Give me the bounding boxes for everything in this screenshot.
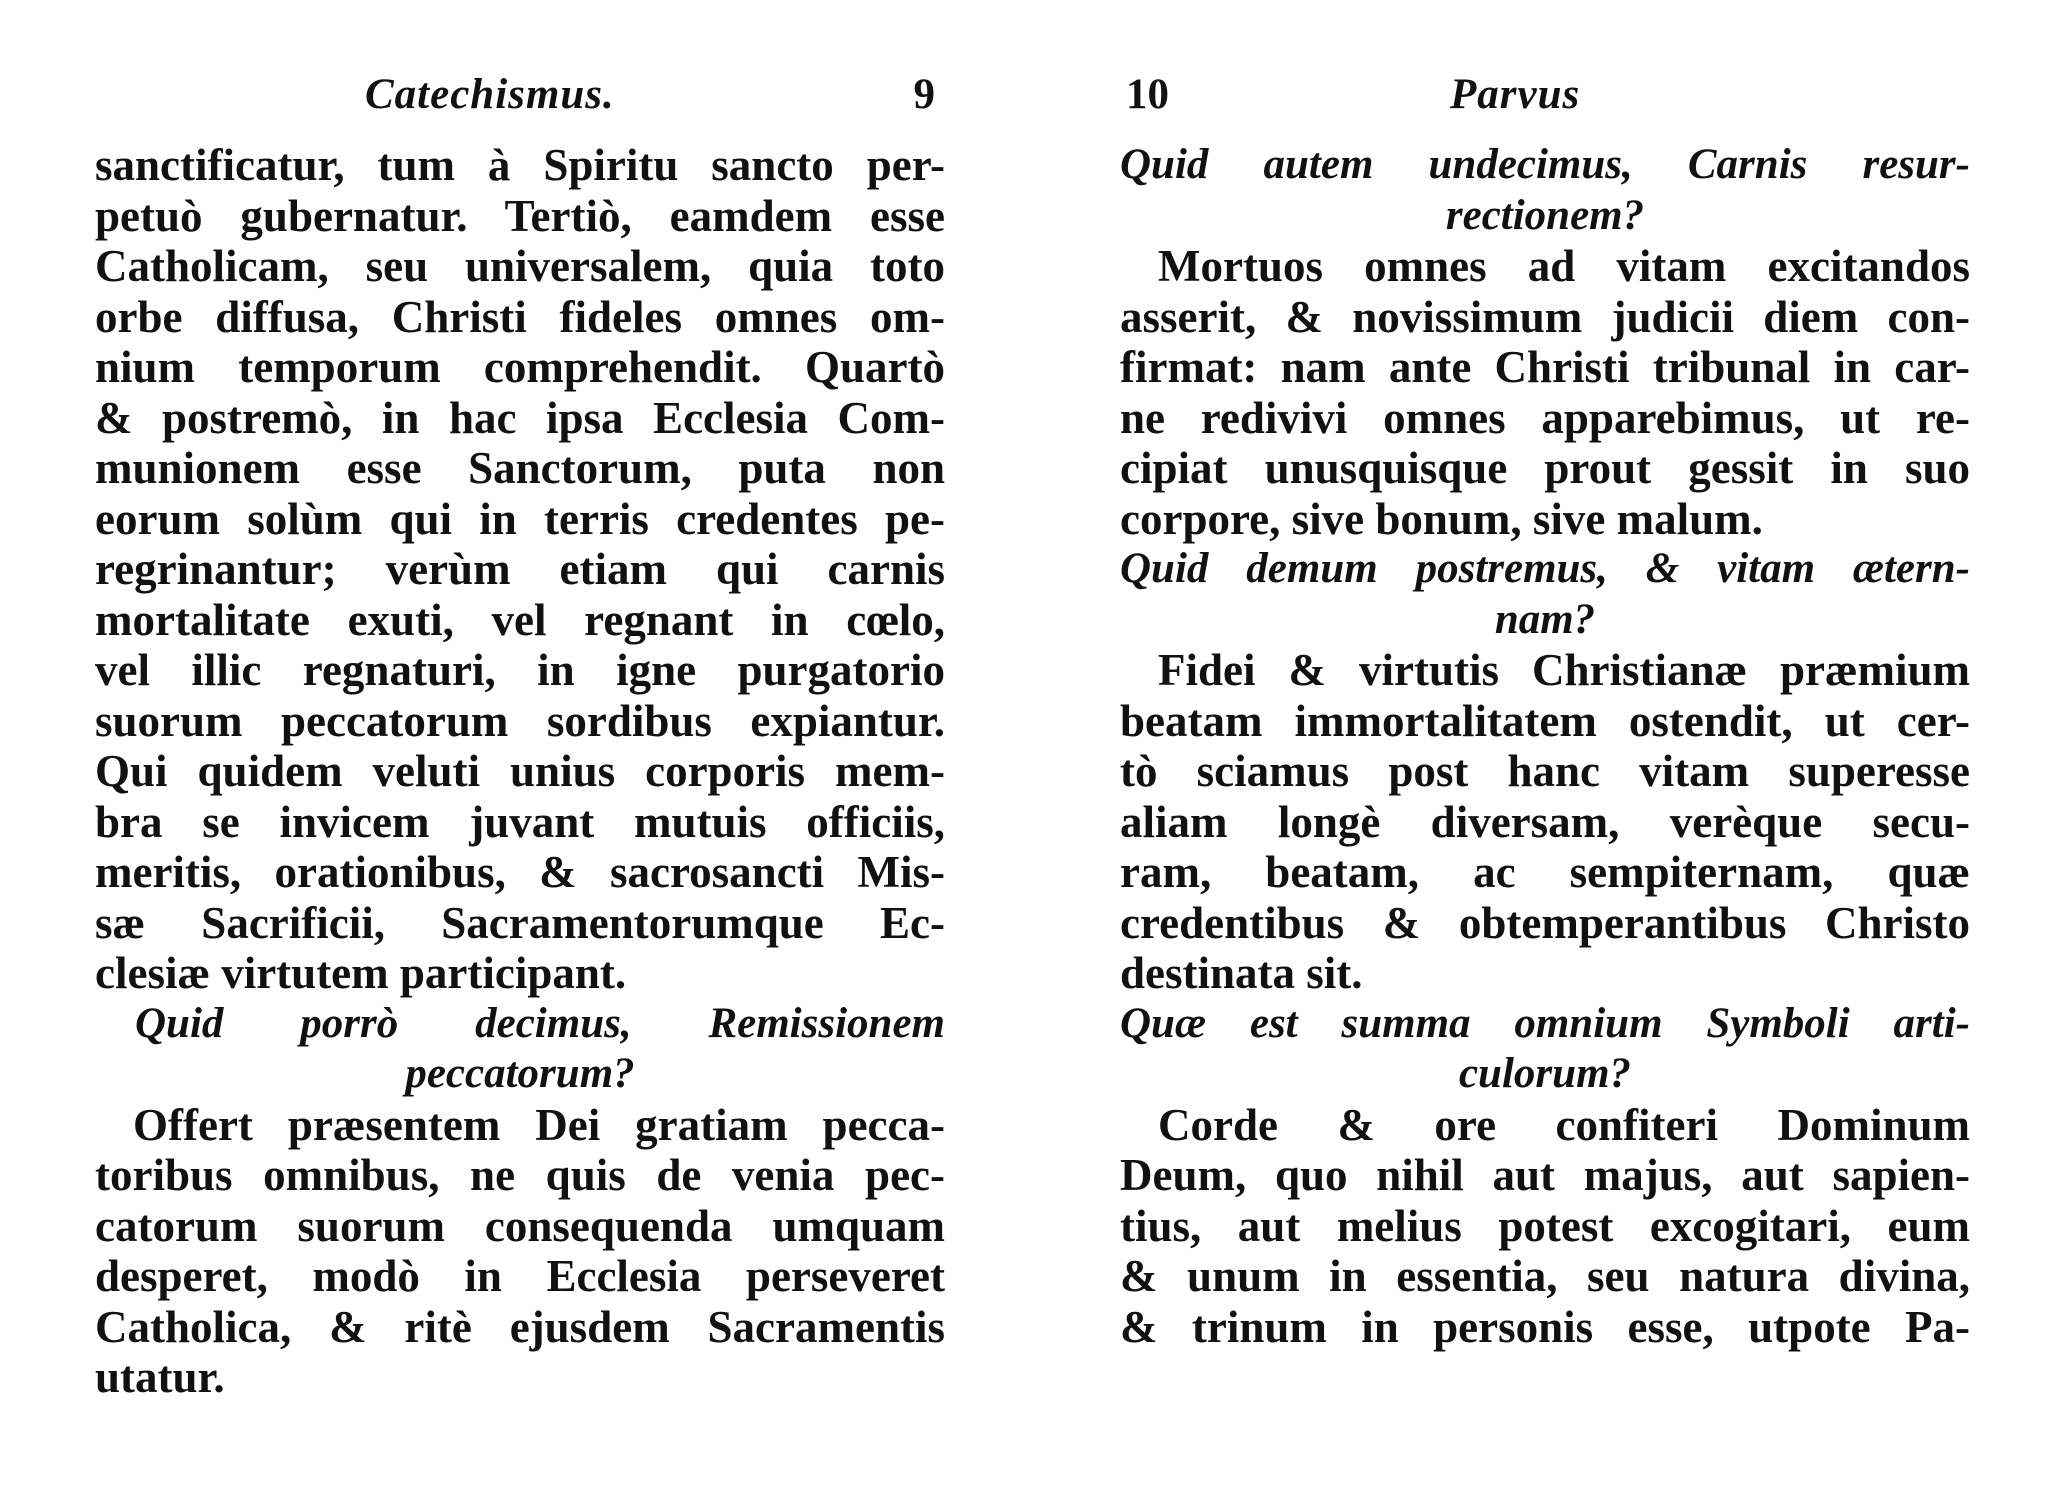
text-line: suorum peccatorum sordibus expiantur.	[95, 695, 945, 746]
text-line: Mortuos omnes ad vitam excitandos	[1158, 241, 1970, 291]
text-line: Deum, quo nihil aut majus, aut sapien-	[1120, 1150, 1970, 1200]
question-heading	[1120, 999, 1970, 1100]
text-line: & postremò, in hac ipsa Ecclesia Com-	[95, 392, 945, 443]
text-line: sanctificatur, tum à Spiritu sancto per-	[95, 140, 945, 190]
text-line: aliam longè diversam, verèque secu-	[1120, 796, 1970, 847]
text-line: bra se invicem juvant mutuis officiis,	[95, 796, 945, 847]
text-line: corpore, sive bonum, sive malum.	[1120, 493, 1763, 544]
text-line: tò sciamus post hanc vitam superesse	[1120, 746, 1970, 796]
running-head	[95, 70, 945, 140]
running-title: Catechismus.	[365, 71, 615, 118]
paragraph	[1120, 241, 1970, 544]
running-title: Parvus	[1450, 71, 1581, 118]
text-line: Catholicam, seu universalem, quia toto	[95, 241, 945, 291]
paragraph	[95, 140, 945, 999]
page-number: 10	[1126, 71, 1169, 118]
question-line: Quid autem undecimus, Carnis resur-	[1120, 141, 1970, 188]
text-line: eorum solùm qui in terris credentes pe-	[95, 493, 945, 544]
paragraph	[95, 1100, 945, 1403]
left-page	[95, 70, 945, 1470]
text-line: credentibus & obtemperantibus Christo	[1120, 897, 1970, 948]
text-line: regrinantur; verùm etiam qui carnis	[95, 544, 945, 594]
text-line: catorum suorum consequenda umquam	[95, 1200, 945, 1251]
text-line: utatur.	[95, 1352, 225, 1402]
text-line: orbe diffusa, Christi fideles omnes om-	[95, 291, 945, 342]
question-line: nam?	[1494, 595, 1596, 643]
text-line: mortalitate exuti, vel regnant in cœlo,	[95, 594, 945, 645]
question-line: Quæ est summa omnium Symboli arti-	[1120, 999, 1970, 1047]
question-line: Quid demum postremus, & vitam ætern-	[1120, 545, 1970, 592]
text-line: Qui quidem veluti unius corporis mem-	[95, 746, 945, 796]
text-line: sæ Sacrificii, Sacramentorumque Ec-	[95, 897, 945, 948]
text-line: firmat: nam ante Christi tribunal in car-	[1120, 342, 1970, 392]
text-line: destinata sit.	[1120, 948, 1363, 998]
text-line: munionem esse Sanctorum, puta non	[95, 443, 945, 493]
text-line: asserit, & novissimum judicii diem con-	[1120, 291, 1970, 342]
text-line: tius, aut melius potest excogitari, eum	[1120, 1200, 1970, 1251]
text-line: meritis, orationibus, & sacrosancti Mis-	[95, 847, 945, 897]
text-line: cipiat unusquisque prout gessit in suo	[1120, 443, 1970, 493]
question-line: culorum?	[1458, 1050, 1632, 1097]
text-line: & unum in essentia, seu natura divina,	[1120, 1251, 1970, 1301]
text-line: petuò gubernatur. Tertiò, eamdem esse	[95, 190, 945, 241]
text-line: Catholica, & ritè ejusdem Sacramentis	[95, 1301, 945, 1352]
text-line: toribus omnibus, ne quis de venia pec-	[95, 1150, 945, 1200]
text-line: beatam immortalitatem ostendit, ut cer-	[1120, 695, 1970, 746]
question-heading	[95, 999, 945, 1100]
text-line: clesiæ virtutem participant.	[95, 948, 627, 998]
text-line: nium temporum comprehendit. Quartò	[95, 342, 945, 392]
text-line: vel illic regnaturi, in igne purgatorio	[95, 645, 945, 695]
running-head	[1120, 70, 1970, 140]
question-line: peccatorum?	[405, 1050, 635, 1097]
question-line: Quid porrò decimus, Remissionem	[135, 999, 945, 1047]
question-line: rectionem?	[1445, 191, 1645, 239]
text-line: Fidei & virtutis Christianæ præmium	[1158, 645, 1970, 695]
text-line: desperet, modò in Ecclesia perseveret	[95, 1251, 945, 1301]
question-heading	[1120, 140, 1970, 241]
page-number: 9	[913, 71, 935, 118]
paragraph	[1120, 1100, 1970, 1353]
question-heading	[1120, 544, 1970, 645]
text-line: ram, beatam, ac sempiternam, quæ	[1120, 847, 1970, 897]
text-line: ne redivivi omnes apparebimus, ut re-	[1120, 392, 1970, 443]
text-line: & trinum in personis esse, utpote Pa-	[1120, 1301, 1970, 1352]
text-line: Corde & ore confiteri Dominum	[1158, 1099, 1970, 1150]
text-line: Offert præsentem Dei gratiam pecca-	[133, 1099, 945, 1150]
right-page	[1120, 70, 1970, 1470]
paragraph	[1120, 645, 1970, 999]
